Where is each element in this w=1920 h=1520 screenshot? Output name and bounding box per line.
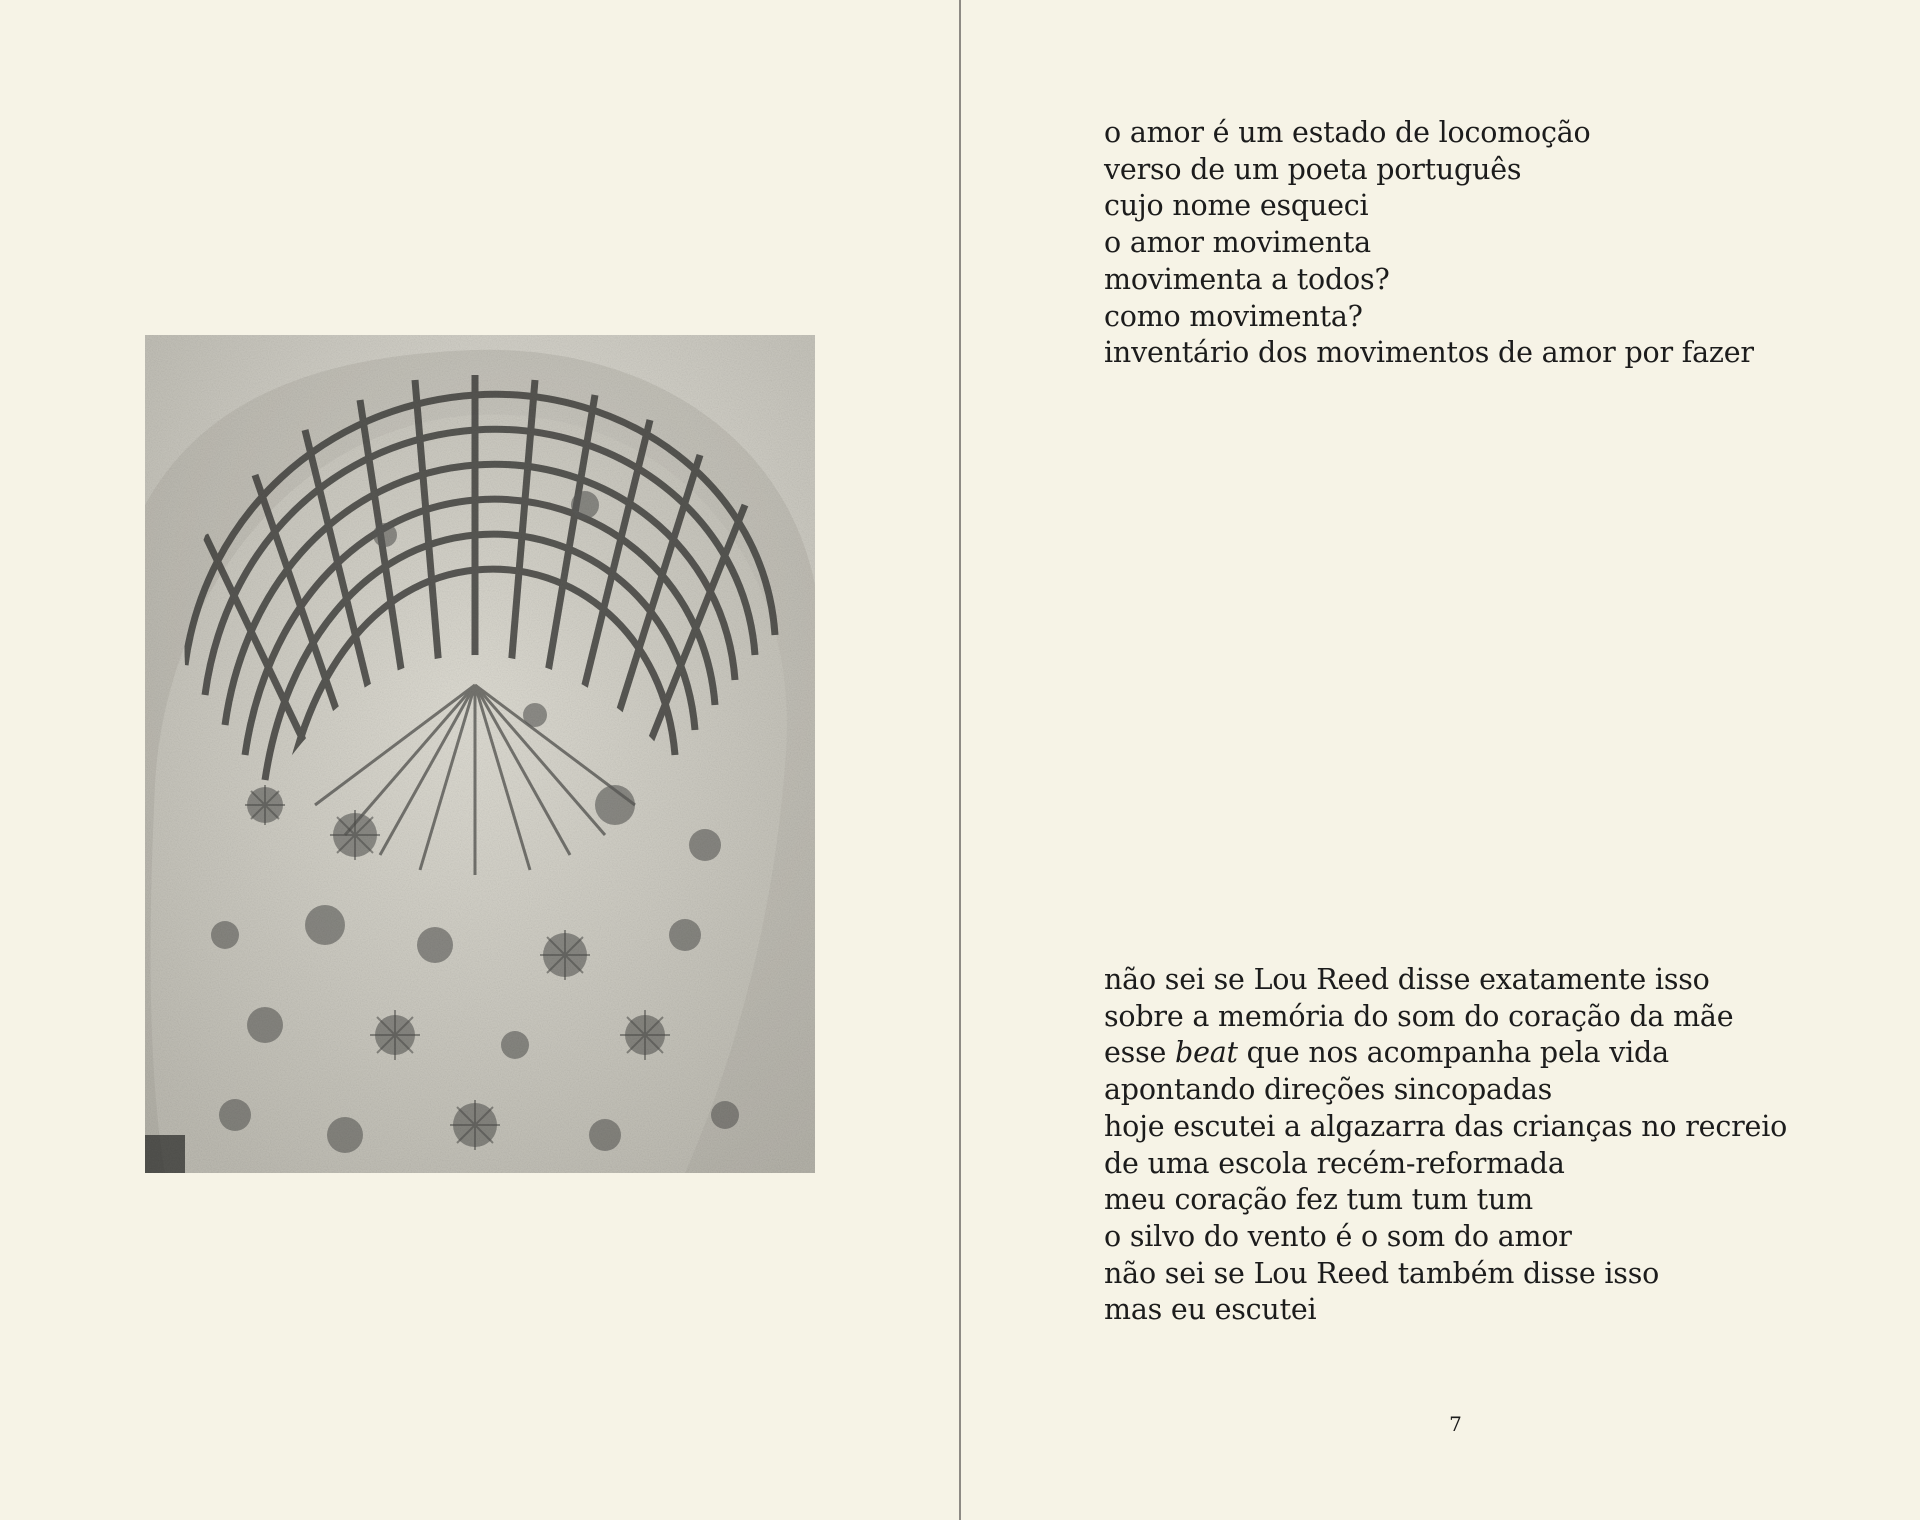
poem-stanza-1 <box>1104 115 1754 372</box>
poem-line: de uma escola recém-reformada <box>1104 1146 1565 1180</box>
poem-line: apontando direções sincopadas <box>1104 1073 1553 1107</box>
poem-line: o amor é um estado de locomoção <box>1104 116 1591 149</box>
poem-line: o silvo do vento é o som do amor <box>1104 1219 1572 1253</box>
left-page <box>0 0 959 1520</box>
poem-line: hoje escutei a algazarra das crianças no recreio <box>1104 1109 1788 1143</box>
italic-word: beat <box>1175 1036 1238 1070</box>
right-page <box>961 0 1920 1520</box>
poem-line: não sei se Lou Reed também disse isso <box>1104 1256 1660 1290</box>
poem-line: cujo nome esqueci <box>1104 189 1369 223</box>
poem-stanza-2 <box>1104 962 1787 1329</box>
poem-line: verso de um poeta português <box>1104 152 1522 186</box>
poem-line: como movimenta? <box>1104 299 1363 333</box>
basket-photo-illustration <box>145 335 815 1173</box>
poem-line: sobre a memória do som do coração da mãe <box>1104 999 1734 1033</box>
poem-line: mas eu escutei <box>1104 1293 1317 1327</box>
photo-image <box>145 335 815 1173</box>
poem-line: meu coração fez tum tum tum <box>1104 1183 1533 1217</box>
poem-line: o amor movimenta <box>1104 226 1371 260</box>
poem-line: movimenta a todos? <box>1104 262 1390 296</box>
poem-line: não sei se Lou Reed disse exatamente isso <box>1104 963 1710 996</box>
poem-line-part: esse <box>1104 1036 1176 1070</box>
page-number: 7 <box>1449 1412 1462 1436</box>
poem-line-with-italic <box>1104 1035 1787 1072</box>
poem-line: inventário dos movimentos de amor por fazer <box>1104 336 1754 370</box>
poem-line-part: que nos acompanha pela vida <box>1237 1036 1669 1070</box>
